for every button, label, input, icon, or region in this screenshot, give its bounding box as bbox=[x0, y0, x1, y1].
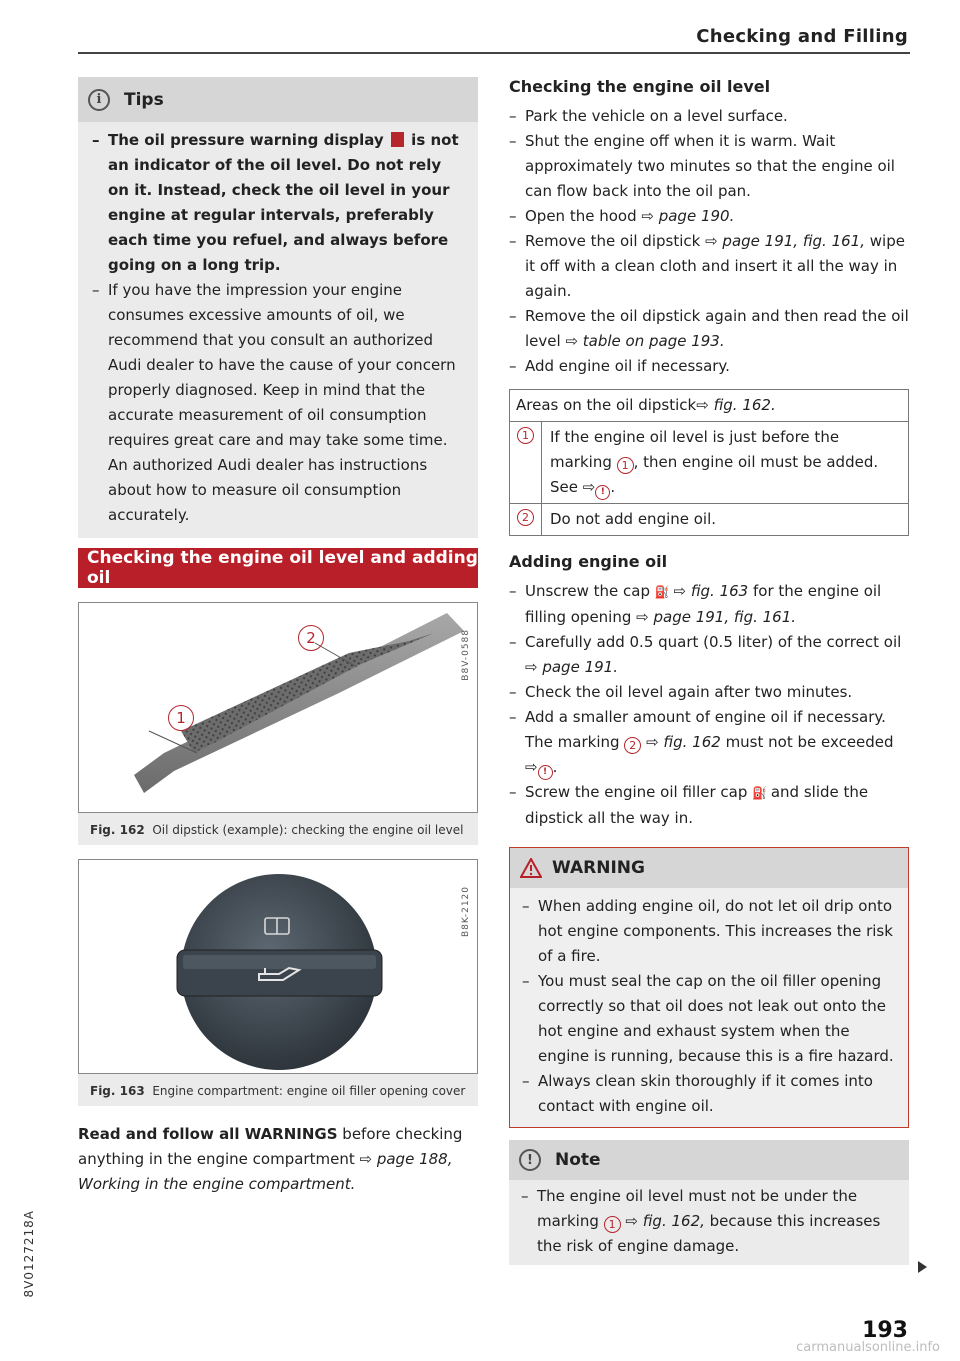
figure-162 bbox=[78, 602, 478, 845]
page-number: 193 bbox=[862, 1318, 908, 1343]
list-item: – Check the oil level again after two minutes. bbox=[509, 680, 909, 705]
oil-can-icon: ⛽ bbox=[752, 786, 767, 800]
cross-reference-link[interactable]: ⇨ page 188, Working in the engine compartment. bbox=[78, 1150, 453, 1193]
dipstick-areas-table bbox=[509, 389, 909, 536]
cross-reference-link[interactable]: ⇨ fig. 163 bbox=[673, 582, 749, 600]
figure-code: B8V-0588 bbox=[461, 629, 471, 681]
list-item: – Park the vehicle on a level surface. bbox=[509, 104, 909, 129]
oil-pressure-warning-icon bbox=[391, 132, 404, 147]
adding-steps bbox=[509, 579, 909, 831]
tips-header bbox=[78, 77, 478, 122]
cross-reference-link[interactable]: ⇨ fig. 162, bbox=[625, 1212, 705, 1230]
dipstick-illustration bbox=[78, 602, 478, 813]
marker-2-icon: 2 bbox=[298, 625, 324, 651]
table-header-row: Areas on the oil dipstick ⇨ fig. 162. bbox=[510, 390, 908, 421]
watermark: carmanualsonline.info bbox=[796, 1340, 940, 1355]
document-code: 8V0127218A bbox=[22, 1210, 36, 1298]
cross-reference-link[interactable]: ⇨ page 191. bbox=[525, 658, 618, 676]
oil-cap-drawing bbox=[79, 860, 477, 1073]
list-item: – Add engine oil if necessary. bbox=[509, 354, 909, 379]
figure-caption: Fig. 162 Oil dipstick (example): checking the engine oil level bbox=[90, 823, 464, 837]
warning-header bbox=[510, 848, 908, 888]
list-item: – Remove the oil dipstick ⇨ page 191, fig. 161, wipe it off with a clean cloth and insert it all the way in again. bbox=[509, 229, 909, 304]
oil-can-icon: ⛽ bbox=[654, 585, 669, 599]
cross-reference-link[interactable]: ⇨ fig. 162. bbox=[696, 396, 776, 414]
list-item: – Unscrew the cap ⛽ ⇨ fig. 163 for the engine oil filling opening ⇨ page 191, fig. 161. bbox=[509, 579, 909, 630]
warning-box bbox=[509, 847, 909, 1128]
warning-item: – You must seal the cap on the oil filler opening correctly so that oil does not leak out onto the hot engine and exhaust system when the engine is running, because this is a fire hazard. bbox=[520, 969, 898, 1069]
adding-heading: Adding engine oil bbox=[509, 552, 668, 571]
list-item: – Screw the engine oil filler cap ⛽ and slide the dipstick all the way in. bbox=[509, 780, 909, 831]
warning-item: – Always clean skin thoroughly if it comes into contact with engine oil. bbox=[520, 1069, 898, 1119]
note-item: – The engine oil level must not be under the marking 1 ⇨ fig. 162, because this increases the risk of engine damage. bbox=[519, 1184, 899, 1259]
warning-label: WARNING bbox=[552, 858, 645, 878]
list-item: – Carefully add 0.5 quart (0.5 liter) of the correct oil ⇨ page 191. bbox=[509, 630, 909, 680]
dipstick-drawing bbox=[79, 603, 477, 812]
note-icon: ! bbox=[595, 485, 610, 500]
tips-item: – The oil pressure warning display is not an indicator of the oil level. Do not rely on it. Instead, check the oil level in your engine at regular intervals, preferably each time you refuel, and always before going on a long trip. bbox=[90, 128, 466, 278]
table-row: 2 Do not add engine oil. bbox=[510, 503, 908, 535]
note-body bbox=[509, 1180, 909, 1265]
note-icon: ! bbox=[519, 1149, 541, 1171]
note-header bbox=[509, 1140, 909, 1180]
marker-1-icon: 1 bbox=[168, 705, 194, 731]
cross-reference-link[interactable]: ⇨ table on page 193. bbox=[565, 332, 725, 350]
figure-163 bbox=[78, 859, 478, 1106]
read-warnings-note: Read and follow all WARNINGS before checking anything in the engine compartment ⇨ page 188, Working in the engine compartment. bbox=[78, 1125, 463, 1193]
table-row: 1 If the engine oil level is just before the marking 1 , then engine oil must be added. See ⇨ ! . bbox=[510, 421, 908, 503]
section-heading: Checking the engine oil level and adding oil bbox=[78, 548, 478, 588]
list-item: – Shut the engine off when it is warm. Wait approximately two minutes so that the engine oil can flow back into the oil pan. bbox=[509, 129, 909, 204]
tips-box bbox=[78, 77, 478, 538]
figure-caption: Fig. 163 Engine compartment: engine oil filler opening cover bbox=[90, 1084, 466, 1098]
list-item: – Remove the oil dipstick again and then read the oil level ⇨ table on page 193. bbox=[509, 304, 909, 354]
cross-reference-link[interactable]: ⇨ page 190. bbox=[641, 207, 735, 225]
list-item: – Open the hood ⇨ page 190. bbox=[509, 204, 909, 229]
warning-triangle-icon bbox=[520, 858, 542, 878]
right-column bbox=[509, 77, 909, 1265]
marker-2-icon: 2 bbox=[624, 737, 641, 754]
marker-1-icon: 1 bbox=[617, 457, 634, 474]
warning-body bbox=[510, 888, 908, 1127]
running-header: Checking and Filling bbox=[696, 26, 908, 47]
cross-reference-link[interactable]: ⇨ page 191, fig. 161, bbox=[705, 232, 865, 250]
note-box bbox=[509, 1140, 909, 1265]
header-rule bbox=[78, 52, 910, 54]
checking-heading: Checking the engine oil level bbox=[509, 77, 771, 96]
warning-item: – When adding engine oil, do not let oil drip onto hot engine components. This increases the risk of a fire. bbox=[520, 894, 898, 969]
tips-body bbox=[78, 122, 478, 538]
tips-item: – If you have the impression your engine consumes excessive amounts of oil, we recommend that you consult an authorized Audi dealer to have the cause of your concern properly diagnosed. Keep in mind that the accurate measurement of oil consumption requires great care and may take some time. An authorized Audi dealer has instructions about how to measure oil consumption accurately. bbox=[90, 278, 466, 528]
marker-1-icon: 1 bbox=[604, 1216, 621, 1233]
tips-label: Tips bbox=[124, 89, 164, 110]
cross-reference-link[interactable]: ⇨ page 191, fig. 161. bbox=[636, 608, 797, 626]
cross-reference-link[interactable]: ⇨ fig. 162 bbox=[646, 733, 721, 751]
continue-arrow-icon bbox=[918, 1261, 927, 1273]
marker-1-icon: 1 bbox=[517, 427, 534, 444]
left-column bbox=[78, 77, 478, 1197]
note-label: Note bbox=[555, 1150, 601, 1170]
list-item: – Add a smaller amount of engine oil if necessary. The marking 2 ⇨ fig. 162 must not be exceeded ⇨ ! . bbox=[509, 705, 909, 780]
note-icon: ! bbox=[538, 765, 553, 780]
checking-steps bbox=[509, 104, 909, 379]
figure-code: B8K-2120 bbox=[461, 886, 471, 938]
oil-cap-illustration bbox=[78, 859, 478, 1074]
info-icon: i bbox=[88, 89, 110, 111]
marker-2-icon: 2 bbox=[517, 509, 534, 526]
